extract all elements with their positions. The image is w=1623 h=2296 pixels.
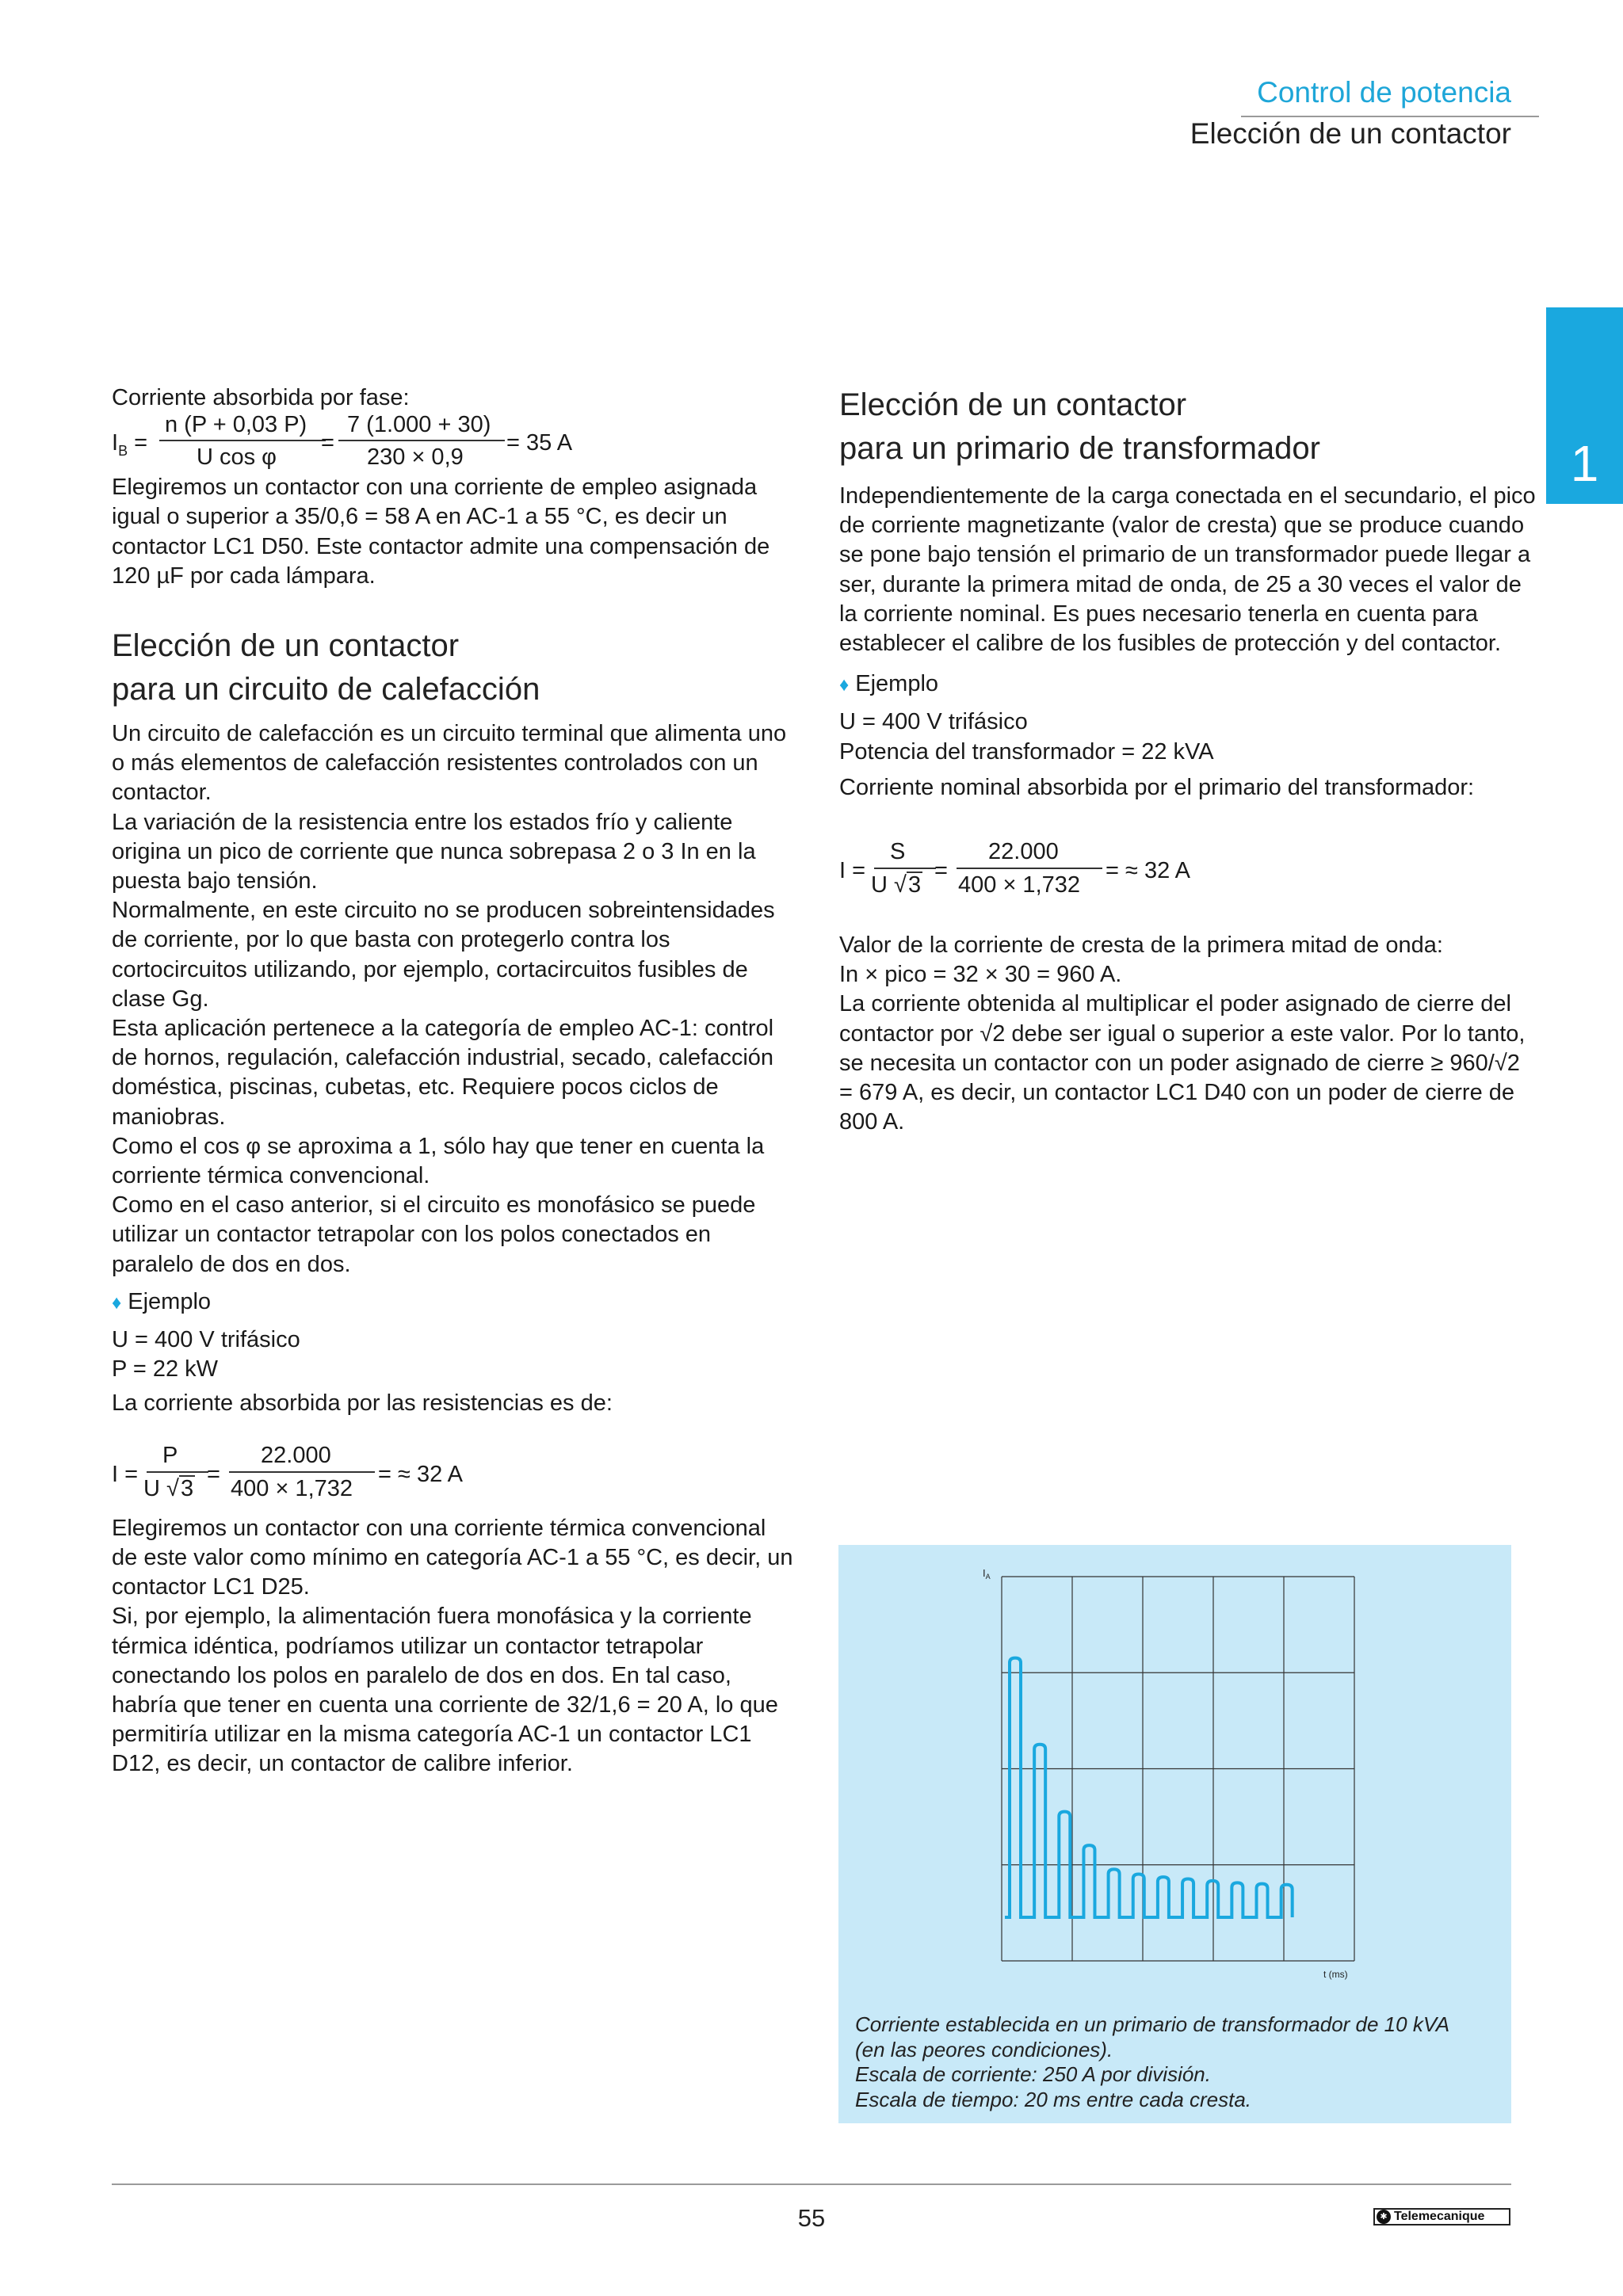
- formula-result: = ≈ 32 A: [1106, 858, 1191, 884]
- formula-i-heating: [112, 1442, 793, 1514]
- formula-ib-eq2: =: [321, 430, 334, 456]
- brand-name: Telemecanique: [1394, 2210, 1485, 2223]
- caption-line: Escala de corriente: 250 A por división.: [855, 2062, 1211, 2086]
- example-line: La corriente absorbida por las resistencias es de:: [112, 1390, 613, 1417]
- formula-lhs: I =: [839, 858, 866, 884]
- formula-ib-lhs: $I_B$ =: [112, 430, 148, 459]
- paragraph: Un circuito de calefacción es un circuito terminal que alimenta uno o más elementos de calefacción resistentes controlados con un contactor.: [112, 721, 787, 806]
- brand-mark-icon: ✱: [1377, 2210, 1391, 2224]
- formula-num1: S: [890, 839, 906, 865]
- formula-i-transformer: [839, 839, 1537, 910]
- y-axis-label: $I_A$: [983, 1567, 991, 1581]
- paragraph: Esta aplicación pertenece a la categoría de empleo AC-1: control de hornos, regulación, calefacción industrial, secado, calefacción doméstica, piscinas, cubetas, etc. Requiere pocos ciclos de maniobras.: [112, 1016, 774, 1130]
- paragraph: Como el cos φ se aproxima a 1, sólo hay que tener en cuenta la corriente térmica convencional.: [112, 1133, 765, 1189]
- section-heading-line2: para un circuito de calefacción: [112, 672, 540, 707]
- caption-line: (en las peores condiciones).: [855, 2037, 1113, 2061]
- formula-num2: 22.000: [261, 1442, 331, 1468]
- formula-eq2: =: [934, 858, 948, 884]
- example-line: P = 22 kW: [112, 1356, 219, 1383]
- paragraph: In × pico = 32 × 30 = 960 A.: [839, 962, 1122, 988]
- paragraph: La corriente obtenida al multiplicar el poder asignado de cierre del contactor por √2 debe ser igual o superior a este valor. Por lo tanto, se necesita un contactor con un poder asignado de cierre ≥ 960/√2 = 679 A, es decir, un contactor LC1 D40 con un poder de cierre de 800 A.: [839, 991, 1526, 1135]
- formula-ib: [112, 413, 793, 473]
- chart-panel: [838, 1545, 1511, 2123]
- example-line: Potencia del transformador = 22 kVA: [839, 738, 1214, 765]
- inrush-current-chart: [838, 1545, 1511, 1989]
- example-heading: ♦ Ejemplo: [112, 1288, 212, 1314]
- formula-ib-den2: 230 × 0,9: [367, 444, 464, 471]
- paragraph: La variación de la resistencia entre los estados frío y caliente origina un pico de corriente que nunca sobrepasa 2 o 3 In en la puesta bajo tensión.: [112, 809, 756, 894]
- page-number: 55: [797, 2204, 826, 2232]
- chart-caption: [855, 2012, 1449, 2112]
- section-heading-line1: Elección de un contactor: [112, 628, 460, 664]
- chapter-tab: [1546, 307, 1623, 504]
- paragraph: Valor de la corriente de cresta de la primera mitad de onda:: [839, 933, 1443, 959]
- example-line: U = 400 V trifásico: [112, 1327, 300, 1353]
- left-column: [112, 383, 793, 1779]
- caption-line: Corriente establecida en un primario de transformador de 10 kVA: [855, 2012, 1450, 2036]
- formula-den2: 400 × 1,732: [958, 872, 1081, 898]
- example-heading: ♦ Ejemplo: [839, 671, 939, 697]
- paragraph: Independientemente de la carga conectada en el secundario, el pico de corriente magnetizante (valor de cresta) que se produce cuando se pone bajo tensión el primario de un transformador puede llegar a ser, durante la primera mitad de onda, de 25 a 30 veces el valor de la corriente nominal. Es pues necesario tenerla en cuenta para establecer el calibre de los fusibles de protección y del contactor.: [839, 483, 1536, 657]
- paragraph: Elegiremos un contactor con una corriente térmica convencional de este valor como mínimo en categoría AC-1 a 55 °C, es decir, un contactor LC1 D25.: [112, 1515, 793, 1600]
- formula-den2: 400 × 1,732: [231, 1475, 353, 1501]
- formula-lhs: I =: [112, 1461, 139, 1487]
- section-heading-line2: para un primario de transformador: [839, 431, 1320, 466]
- formula-ib-result: = 35 A: [506, 430, 573, 456]
- section-heading-line1: Elección de un contactor: [839, 387, 1187, 422]
- right-column: [839, 383, 1537, 1137]
- paragraph: Elegiremos un contactor con una corriente de empleo asignada igual o superior a 35/0,6 = 58 A en AC-1 a 55 °C, es decir un contactor LC1 D50. Este contactor admite una compensación de 120 µF por cada lámpara.: [112, 475, 770, 589]
- section-title: Control de potencia: [1257, 76, 1511, 109]
- formula-ib-num1: n (P + 0,03 P): [165, 412, 307, 438]
- brand-logo: [1373, 2208, 1510, 2225]
- diamond-bullet-icon: ♦: [112, 1291, 122, 1314]
- formula-den1: U √3: [143, 1475, 194, 1501]
- example-line: Corriente nominal absorbida por el primario del transformador:: [839, 774, 1475, 800]
- footer-rule: [112, 2183, 1511, 2185]
- paragraph: Como en el caso anterior, si el circuito es monofásico se puede utilizar un contactor tetrapolar con los polos conectados en paralelo de dos en dos.: [112, 1192, 756, 1277]
- formula-num1: P: [162, 1442, 178, 1468]
- caption-line: Escala de tiempo: 20 ms entre cada cresta.: [855, 2087, 1252, 2111]
- x-axis-label: t (ms): [1323, 1969, 1348, 1980]
- intro-label: Corriente absorbida por fase:: [112, 385, 410, 410]
- formula-result: = ≈ 32 A: [378, 1461, 464, 1487]
- page-title: Elección de un contactor: [1190, 117, 1511, 150]
- diamond-bullet-icon: ♦: [839, 674, 850, 696]
- formula-den1: U √3: [871, 872, 922, 898]
- paragraph: Normalmente, en este circuito no se producen sobreintensidades de corriente, por lo que basta con protegerlo contra los cortocircuitos utilizando, por ejemplo, cortacircuitos fusibles de clase Gg.: [112, 898, 775, 1012]
- paragraph: Si, por ejemplo, la alimentación fuera monofásica y la corriente térmica idéntica, podríamos utilizar un contactor tetrapolar conectando los polos en paralelo de dos en dos. En tal caso, habría que tener en cuenta una corriente de 32/1,6 = 20 A, lo que permitiría utilizar en la misma categoría AC-1 un contactor LC1 D12, es decir, un contactor de calibre inferior.: [112, 1604, 778, 1777]
- example-line: U = 400 V trifásico: [839, 709, 1028, 735]
- formula-ib-num2: 7 (1.000 + 30): [347, 412, 491, 438]
- chapter-number: 1: [1570, 435, 1599, 492]
- inrush-current-series: [1005, 1658, 1293, 1917]
- formula-eq2: =: [207, 1461, 220, 1487]
- formula-ib-den1: U cos φ: [197, 444, 277, 471]
- formula-num2: 22.000: [988, 839, 1059, 865]
